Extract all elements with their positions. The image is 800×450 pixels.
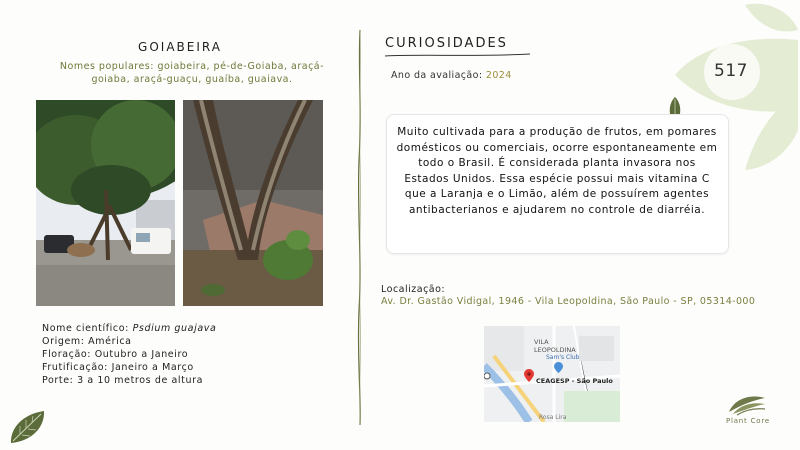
- trunk-photo: [183, 100, 323, 306]
- flowering: Floração: Outubro a Janeiro: [42, 349, 189, 360]
- scientific-name-line: [42, 322, 216, 335]
- year-label: Ano da avaliação:: [391, 70, 486, 81]
- vertical-divider: [350, 30, 370, 425]
- location-address: Av. Dr. Gastão Vidigal, 1946 - Vila Leopoldina, São Paulo - SP, 05314-000: [381, 296, 756, 307]
- plant-facts: [42, 322, 216, 387]
- plant-title: GOIABEIRA: [138, 40, 222, 54]
- map-poi-club: Sam's Club: [546, 354, 580, 361]
- location-label: Localização:: [381, 284, 446, 295]
- map-district-line2: LEOPOLDINA: [534, 346, 576, 354]
- tree-number: 517: [714, 61, 748, 81]
- origin: Origem: América: [42, 336, 132, 347]
- brand-name: Plant Core: [725, 417, 771, 425]
- evaluation-year: [391, 70, 512, 81]
- leaf-shape: [745, 4, 798, 32]
- size: Porte: 3 a 10 metros de altura: [42, 375, 204, 386]
- map-district-line1: VILA: [534, 338, 549, 346]
- location-map[interactable]: [484, 326, 620, 422]
- map-poi-bottom: Rosa Lira: [539, 414, 567, 421]
- map-poi-main: CEAGESP - São Paulo: [536, 377, 613, 385]
- year-value: 2024: [485, 70, 512, 81]
- tree-photo: [36, 100, 175, 306]
- map-district: [534, 338, 576, 354]
- shopping-pin-icon: [554, 362, 563, 373]
- popular-names: Nomes populares: goiabeira, pé-de-Goiaba, araçá-goiaba, araçá-guaçu, guaíba, guaiava.: [59, 61, 325, 85]
- location-pin-icon: [524, 369, 534, 382]
- leaf-icon-bottom-left: [8, 408, 48, 446]
- fruiting: Frutificação: Janeiro a Março: [42, 362, 194, 373]
- plant-core-logo-icon: [727, 392, 767, 416]
- curiosities-title: CURIOSIDADES: [385, 36, 508, 51]
- scientific-name: Psdium guajava: [132, 323, 217, 334]
- scientific-label: Nome científico:: [42, 323, 133, 334]
- curiosities-text: Muito cultivada para a produção de frutos, em pomares domésticos ou comerciais, ocorre espontaneamente em todo o Brasil. É considerada planta invasora nos Estados Unidos. Essa espécie possui mais vitamina C que a Laranja e o Limão, além de possuírem agentes antibacterianos e ajudarem no controle de diarréia.: [396, 126, 718, 216]
- title-underline: [385, 52, 530, 58]
